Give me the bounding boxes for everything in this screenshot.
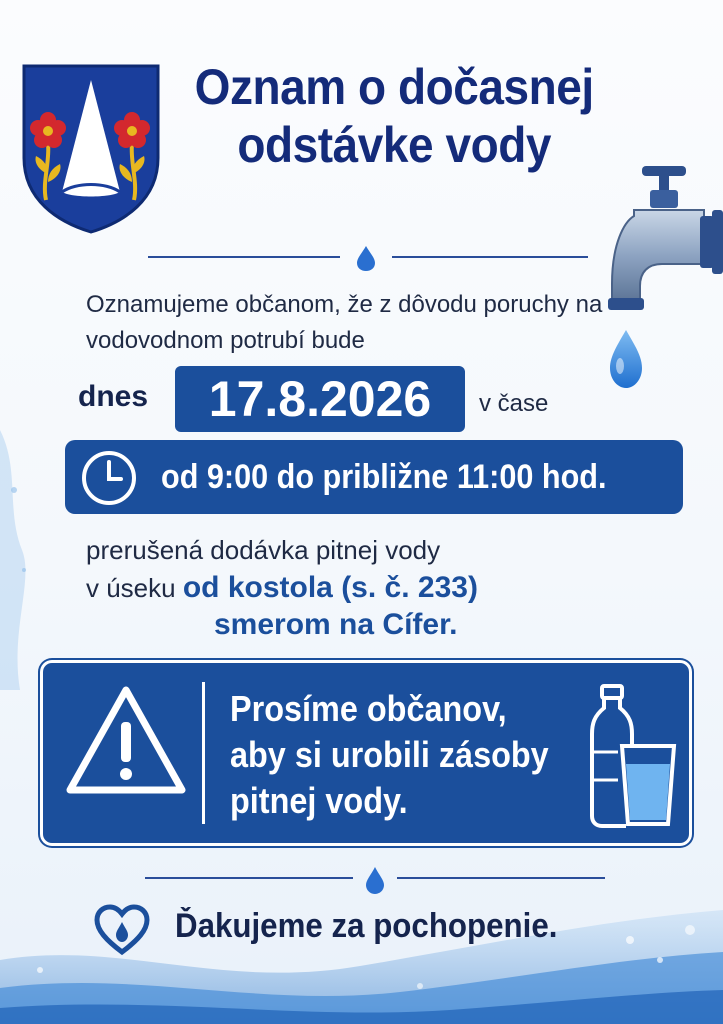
water-drop-icon bbox=[353, 245, 379, 271]
warning-separator bbox=[202, 682, 205, 824]
time-banner bbox=[65, 440, 683, 514]
water-splash-decoration bbox=[0, 430, 40, 690]
warning-line-1: Prosíme občanov, bbox=[230, 688, 507, 729]
thanks-message: Ďakujeme za pochopenie. bbox=[175, 907, 558, 945]
coat-of-arms bbox=[20, 62, 162, 234]
intro-text: Oznamujeme občanom, že z dôvodu poruchy na vodovodnom potrubí bude bbox=[86, 291, 603, 354]
heart-drop-icon bbox=[94, 904, 150, 956]
date-badge: 17.8.2026 bbox=[175, 366, 465, 432]
interruption-text bbox=[86, 531, 646, 607]
water-drop-icon bbox=[362, 866, 388, 894]
warning-box bbox=[40, 660, 692, 846]
divider bbox=[145, 866, 605, 890]
time-range: od 9:00 do približne 11:00 hod. bbox=[161, 458, 607, 496]
interruption-line-1: prerušená dodávka pitnej vody bbox=[86, 535, 441, 565]
date-suffix: v čase bbox=[479, 390, 549, 417]
water-bottle-glass-icon bbox=[588, 682, 678, 828]
clock-icon bbox=[81, 450, 137, 506]
interruption-line-2-prefix: v úseku bbox=[86, 573, 176, 603]
faucet-icon bbox=[604, 160, 723, 405]
title-line-2: odstávke vody bbox=[237, 117, 552, 173]
date-row bbox=[78, 366, 598, 432]
warning-line-3: pitnej vody. bbox=[230, 780, 408, 821]
date-prefix: dnes bbox=[78, 380, 149, 413]
warning-text bbox=[230, 686, 554, 824]
section-direction: smerom na Cífer. bbox=[214, 608, 458, 641]
warning-line-2: aby si urobili zásoby bbox=[230, 734, 549, 775]
section-location: od kostola (s. č. 233) bbox=[182, 571, 478, 604]
page-title bbox=[178, 58, 610, 174]
warning-triangle-icon bbox=[64, 682, 188, 802]
title-line-1: Oznam o dočasnej bbox=[194, 59, 594, 115]
divider bbox=[148, 245, 588, 269]
